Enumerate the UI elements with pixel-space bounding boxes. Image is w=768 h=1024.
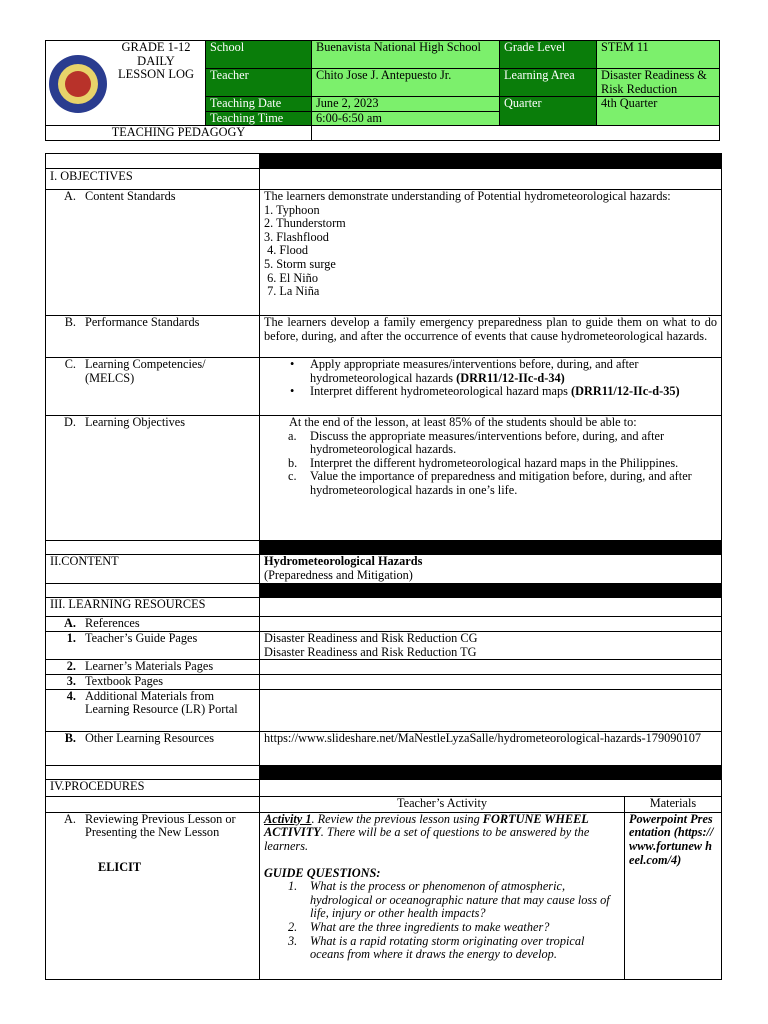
black-separator <box>260 154 722 169</box>
teaching-pedagogy-label: TEACHING PEDAGOGY <box>46 126 312 141</box>
learning-objectives-letter: D. <box>64 415 76 429</box>
performance-standards-label: Performance Standards <box>85 315 200 329</box>
content-heading: II.CONTENT <box>46 555 260 584</box>
spacer-cell <box>46 541 260 555</box>
objective-marker: a. <box>288 428 297 443</box>
elicit-phase-label: ELICIT <box>98 859 142 874</box>
hazard-item: 5. Storm surge <box>264 256 336 271</box>
activity-text: . Review the previous lesson using <box>311 811 483 826</box>
content-standards-label: Content Standards <box>85 189 176 203</box>
school-label: School <box>206 41 312 69</box>
teachers-guide-label-cell <box>46 632 260 660</box>
spacer-cell <box>46 796 260 812</box>
procedures-heading: IV.PROCEDURES <box>46 779 260 796</box>
spacer-cell <box>46 765 260 779</box>
hazard-item: 3. Flashflood <box>264 229 329 244</box>
guide-questions-heading: GUIDE QUESTIONS: <box>264 865 381 880</box>
teachers-activity-cell <box>260 812 625 979</box>
competency-text: Interpret different hydrometeorological hazard maps <box>310 384 571 399</box>
question-number: 2. <box>288 919 298 934</box>
spacer-cell <box>46 154 260 169</box>
teaching-time-label: Teaching Time <box>206 111 312 126</box>
learning-competencies-value <box>260 358 722 416</box>
title-line-3: LESSON LOG <box>117 67 195 82</box>
procedure-label: Reviewing Previous Lesson or Presenting the New Lesson <box>85 811 236 840</box>
activity-text: . There will be a set of questions to be answered by the learners. <box>264 825 590 853</box>
competency-text: Apply appropriate measures/interventions before, during, and after hydrometeorological hazards <box>310 357 639 385</box>
school-value: Buenavista National High School <box>312 41 500 69</box>
activity-title: Activity 1 <box>264 811 312 826</box>
learning-area-value: Disaster Readiness & Risk Reduction <box>597 69 720 97</box>
grade-level-label: Grade Level <box>500 41 597 69</box>
content-standards-letter: A. <box>64 189 76 203</box>
question-number: 1. <box>288 879 298 894</box>
resource-label: Other Learning Resources <box>85 730 215 745</box>
quarter-value: 4th Quarter <box>597 97 720 126</box>
resource-label: Learner’s Materials Pages <box>85 659 214 674</box>
objectives-heading-value <box>260 169 722 190</box>
lesson-body <box>45 153 721 980</box>
hazard-item: 1. Typhoon <box>264 202 320 217</box>
guide-questions-list <box>264 880 620 962</box>
resource-label: References <box>85 616 140 630</box>
learners-materials-label-cell <box>46 660 260 675</box>
resource-label: Teacher’s Guide Pages <box>85 631 198 645</box>
black-separator <box>260 765 722 779</box>
deped-seal-logo <box>49 55 107 113</box>
learning-competencies-label-cell <box>46 358 260 416</box>
hazard-item: 2. Thunderstorm <box>264 216 346 231</box>
content-standards-value <box>260 190 722 316</box>
objectives-heading: I. OBJECTIVES <box>46 169 260 190</box>
resource-value <box>260 617 722 632</box>
objective-text: Interpret the different hydrometeorological hazard maps in the Philippines. <box>310 455 679 470</box>
materials-cell: Powerpoint Presentation (https:// www.fortunew heel.com/4) <box>625 812 722 979</box>
objective-item <box>288 428 717 457</box>
header-block <box>45 40 719 140</box>
teacher-value: Chito Jose J. Antepuesto Jr. <box>312 69 500 97</box>
other-resources-link[interactable]: https://www.slideshare.net/MaNestleLyzaSalle/hydrometeorological-hazards-179090107 <box>260 731 722 765</box>
objective-item <box>288 469 717 497</box>
procedures-heading-value <box>260 779 722 796</box>
objective-text: Discuss the appropriate measures/interventions before, during, and after hydrometeorological hazards. <box>310 428 665 457</box>
teaching-date-label: Teaching Date <box>206 97 312 112</box>
reviewing-lesson-label-cell <box>46 812 260 979</box>
procedure-letter: A. <box>64 811 76 826</box>
resource-marker: 4. <box>66 688 76 703</box>
performance-standards-letter: B. <box>64 315 76 329</box>
guide-question <box>288 919 620 935</box>
content-subtitle: (Preparedness and Mitigation) <box>264 567 413 582</box>
guide-question <box>288 879 620 921</box>
resource-label: Textbook Pages <box>85 674 164 689</box>
quarter-label: Quarter <box>500 97 597 126</box>
header-table <box>45 40 720 141</box>
competency-item <box>310 358 717 385</box>
learning-competencies-label: Learning Competencies/ (MELCS) <box>85 357 206 385</box>
resource-marker: A. <box>64 616 76 630</box>
teacher-label: Teacher <box>206 69 312 97</box>
objective-marker: b. <box>288 455 298 470</box>
resource-marker: B. <box>64 730 76 745</box>
resource-value <box>260 660 722 675</box>
teaching-pedagogy-value <box>312 126 720 141</box>
resources-heading-value <box>260 598 722 617</box>
resource-label: Additional Materials from Learning Resource (LR) Portal <box>85 688 238 717</box>
objective-item <box>288 455 717 471</box>
question-text: What is a rapid rotating storm originating over tropical oceans from where it draws the energy to develop. <box>310 933 585 962</box>
lesson-log-title <box>108 41 204 82</box>
resource-value <box>260 689 722 731</box>
hazard-item: 4. Flood <box>264 243 309 258</box>
activity-description <box>264 813 620 854</box>
resource-marker: 2. <box>66 659 76 674</box>
objective-text: Value the importance of preparedness and mitigation before, during, and after hydrometeorological hazards in one’s life. <box>310 469 692 497</box>
learning-objectives-label: Learning Objectives <box>85 415 186 429</box>
hazard-item: 6. El Niño <box>264 270 318 285</box>
question-text: What are the three ingredients to make weather? <box>310 919 550 934</box>
references-label-cell <box>46 617 260 632</box>
question-number: 3. <box>288 933 298 948</box>
textbook-pages-label-cell <box>46 675 260 690</box>
competency-code: (DRR11/12-IIc-d-34) <box>456 370 565 385</box>
other-resources-label-cell <box>46 731 260 765</box>
teaching-time-value: 6:00-6:50 am <box>312 111 500 126</box>
materials-header: Materials <box>625 796 722 812</box>
lesson-table <box>45 153 722 980</box>
resource-value: Disaster Readiness and Risk Reduction CG Disaster Readiness and Risk Reduction TG <box>260 632 722 660</box>
learning-competencies-letter: C. <box>64 357 76 371</box>
activity-name: FORTUNE WHEEL ACTIVITY <box>264 811 589 840</box>
title-line-1: GRADE 1-12 <box>121 40 191 54</box>
resource-value <box>260 675 722 690</box>
resources-heading: III. LEARNING RESOURCES <box>46 598 260 617</box>
resource-marker: 1. <box>66 631 76 645</box>
learning-objectives-list <box>264 430 717 498</box>
teachers-activity-header: Teacher’s Activity <box>260 796 625 812</box>
content-value <box>260 555 722 584</box>
content-standards-label-cell <box>46 190 260 316</box>
resource-marker: 3. <box>66 674 76 689</box>
hazard-item: 7. La Niña <box>264 284 320 299</box>
black-separator <box>260 541 722 555</box>
learning-area-label: Learning Area <box>500 69 597 97</box>
question-text: What is the process or phenomenon of atmospheric, hydrological or oceanographic nature that may cause loss of life, injury or other health impacts? <box>310 879 610 921</box>
header-logo-title-cell <box>46 41 206 126</box>
title-line-2: DAILY <box>137 53 175 68</box>
performance-standards-value: The learners develop a family emergency preparedness plan to guide them on what to do before, during, and after the occurrence of events that cause hydrometeorological hazards. <box>260 316 722 358</box>
competency-item <box>310 385 717 399</box>
content-standards-intro: The learners demonstrate understanding of Potential hydrometeorological hazards: <box>264 189 671 203</box>
learning-objectives-label-cell <box>46 416 260 541</box>
learning-objectives-value <box>260 416 722 541</box>
grade-level-value: STEM 11 <box>597 41 720 69</box>
additional-materials-label-cell <box>46 689 260 731</box>
performance-standards-label-cell <box>46 316 260 358</box>
competency-code: (DRR11/12-IIc-d-35) <box>570 384 680 399</box>
spacer-cell <box>46 584 260 598</box>
competency-list <box>264 358 717 399</box>
teaching-date-value: June 2, 2023 <box>312 97 500 112</box>
learning-objectives-intro: At the end of the lesson, at least 85% of the students should be able to: <box>289 415 637 429</box>
black-separator <box>260 584 722 598</box>
guide-question <box>288 933 620 962</box>
objective-marker: c. <box>288 469 297 484</box>
content-title: Hydrometeorological Hazards <box>264 554 423 568</box>
